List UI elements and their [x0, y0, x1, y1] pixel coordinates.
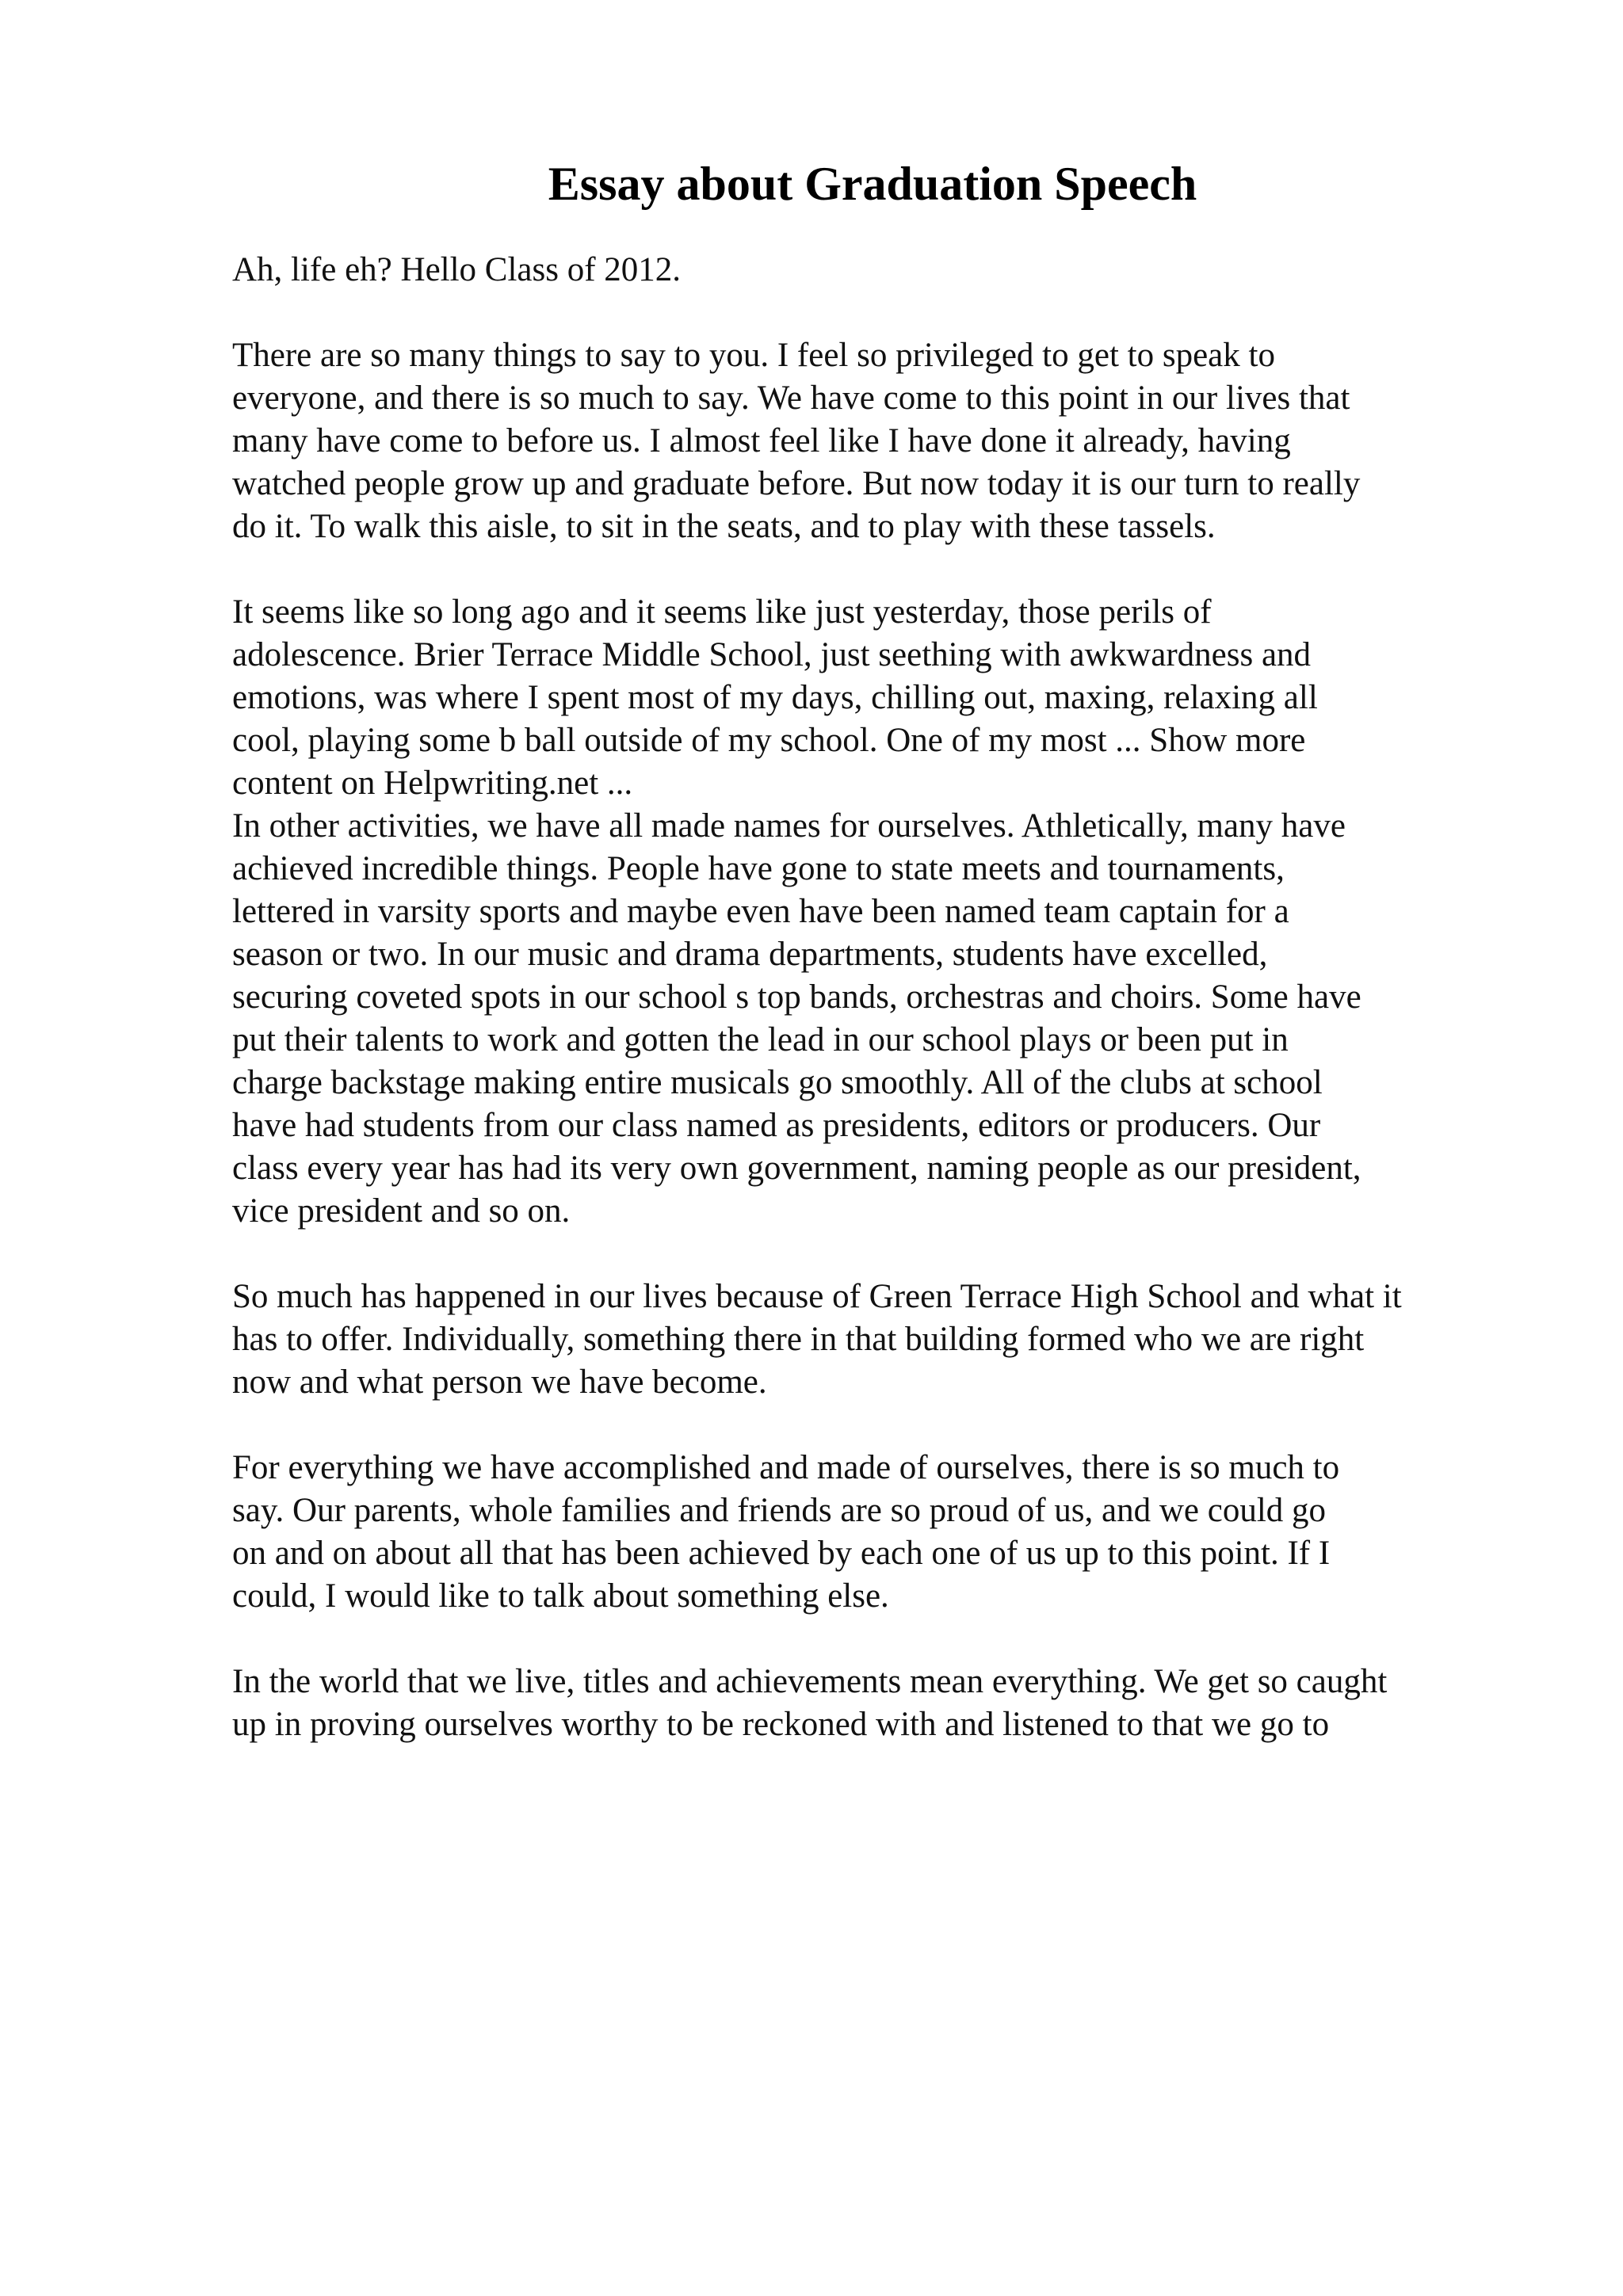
paragraph-3-line-13: have had students from our class named as presidents, editors or producers. Our — [232, 1107, 1321, 1144]
paragraph-5-line-1: For everything we have accomplished and made of ourselves, there is so much to — [232, 1449, 1340, 1486]
paragraph-5-line-4: could, I would like to talk about something else. — [232, 1577, 889, 1615]
paragraph-1-line-1: Ah, life eh? Hello Class of 2012. — [232, 251, 682, 288]
paragraph-3-line-6: In other activities, we have all made names for ourselves. Athletically, many have — [232, 807, 1346, 845]
paragraph-3-line-9: season or two. In our music and drama departments, students have excelled, — [232, 936, 1268, 973]
paragraph-2-line-5: do it. To walk this aisle, to sit in the seats, and to play with these tassels. — [232, 508, 1216, 545]
paragraph-3-line-5: content on Helpwriting.net ... — [232, 765, 633, 802]
paragraph-2-line-2: everyone, and there is so much to say. We have come to this point in our lives that — [232, 379, 1350, 417]
paragraph-5-line-2: say. Our parents, whole families and friends are so proud of us, and we could go — [232, 1492, 1327, 1529]
paragraph-3-line-3: emotions, was where I spent most of my days, chilling out, maxing, relaxing all — [232, 679, 1318, 716]
paragraph-4-line-2: has to offer. Individually, something there in that building formed who we are right — [232, 1321, 1365, 1358]
paragraph-3-line-11: put their talents to work and gotten the lead in our school plays or been put in — [232, 1021, 1289, 1058]
paragraph-3-line-14: class every year has had its very own government, naming people as our president, — [232, 1150, 1361, 1187]
paragraph-2-line-1: There are so many things to say to you. I feel so privileged to get to speak to — [232, 337, 1275, 374]
paragraph-3-line-15: vice president and so on. — [232, 1192, 571, 1230]
paragraph-5-line-3: on and on about all that has been achieved by each one of us up to this point. If I — [232, 1535, 1331, 1572]
paragraph-6-line-2: up in proving ourselves worthy to be reckoned with and listened to that we go to — [232, 1706, 1330, 1743]
paragraph-3-line-4: cool, playing some b ball outside of my school. One of my most ... Show more — [232, 722, 1306, 759]
paragraph-2-line-4: watched people grow up and graduate before. But now today it is our turn to really — [232, 465, 1361, 502]
paragraph-4-line-1: So much has happened in our lives because of Green Terrace High School and what it — [232, 1278, 1402, 1315]
paragraph-3-line-12: charge backstage making entire musicals go smoothly. All of the clubs at school — [232, 1064, 1323, 1101]
paragraph-3-line-8: lettered in varsity sports and maybe even have been named team captain for a — [232, 893, 1289, 930]
paragraph-3-line-7: achieved incredible things. People have gone to state meets and tournaments, — [232, 850, 1285, 887]
paragraph-3-line-10: securing coveted spots in our school s top bands, orchestras and choirs. Some have — [232, 978, 1361, 1016]
paragraph-2-line-3: many have come to before us. I almost feel like I have done it already, having — [232, 422, 1291, 460]
paragraph-6-line-1: In the world that we live, titles and achievements mean everything. We get so caught — [232, 1663, 1388, 1700]
document-title: Essay about Graduation Speech — [548, 158, 1197, 210]
paragraph-4-line-3: now and what person we have become. — [232, 1363, 767, 1401]
paragraph-3-line-1: It seems like so long ago and it seems like just yesterday, those perils of — [232, 593, 1212, 631]
paragraph-3-line-2: adolescence. Brier Terrace Middle School, just seething with awkwardness and — [232, 636, 1312, 673]
